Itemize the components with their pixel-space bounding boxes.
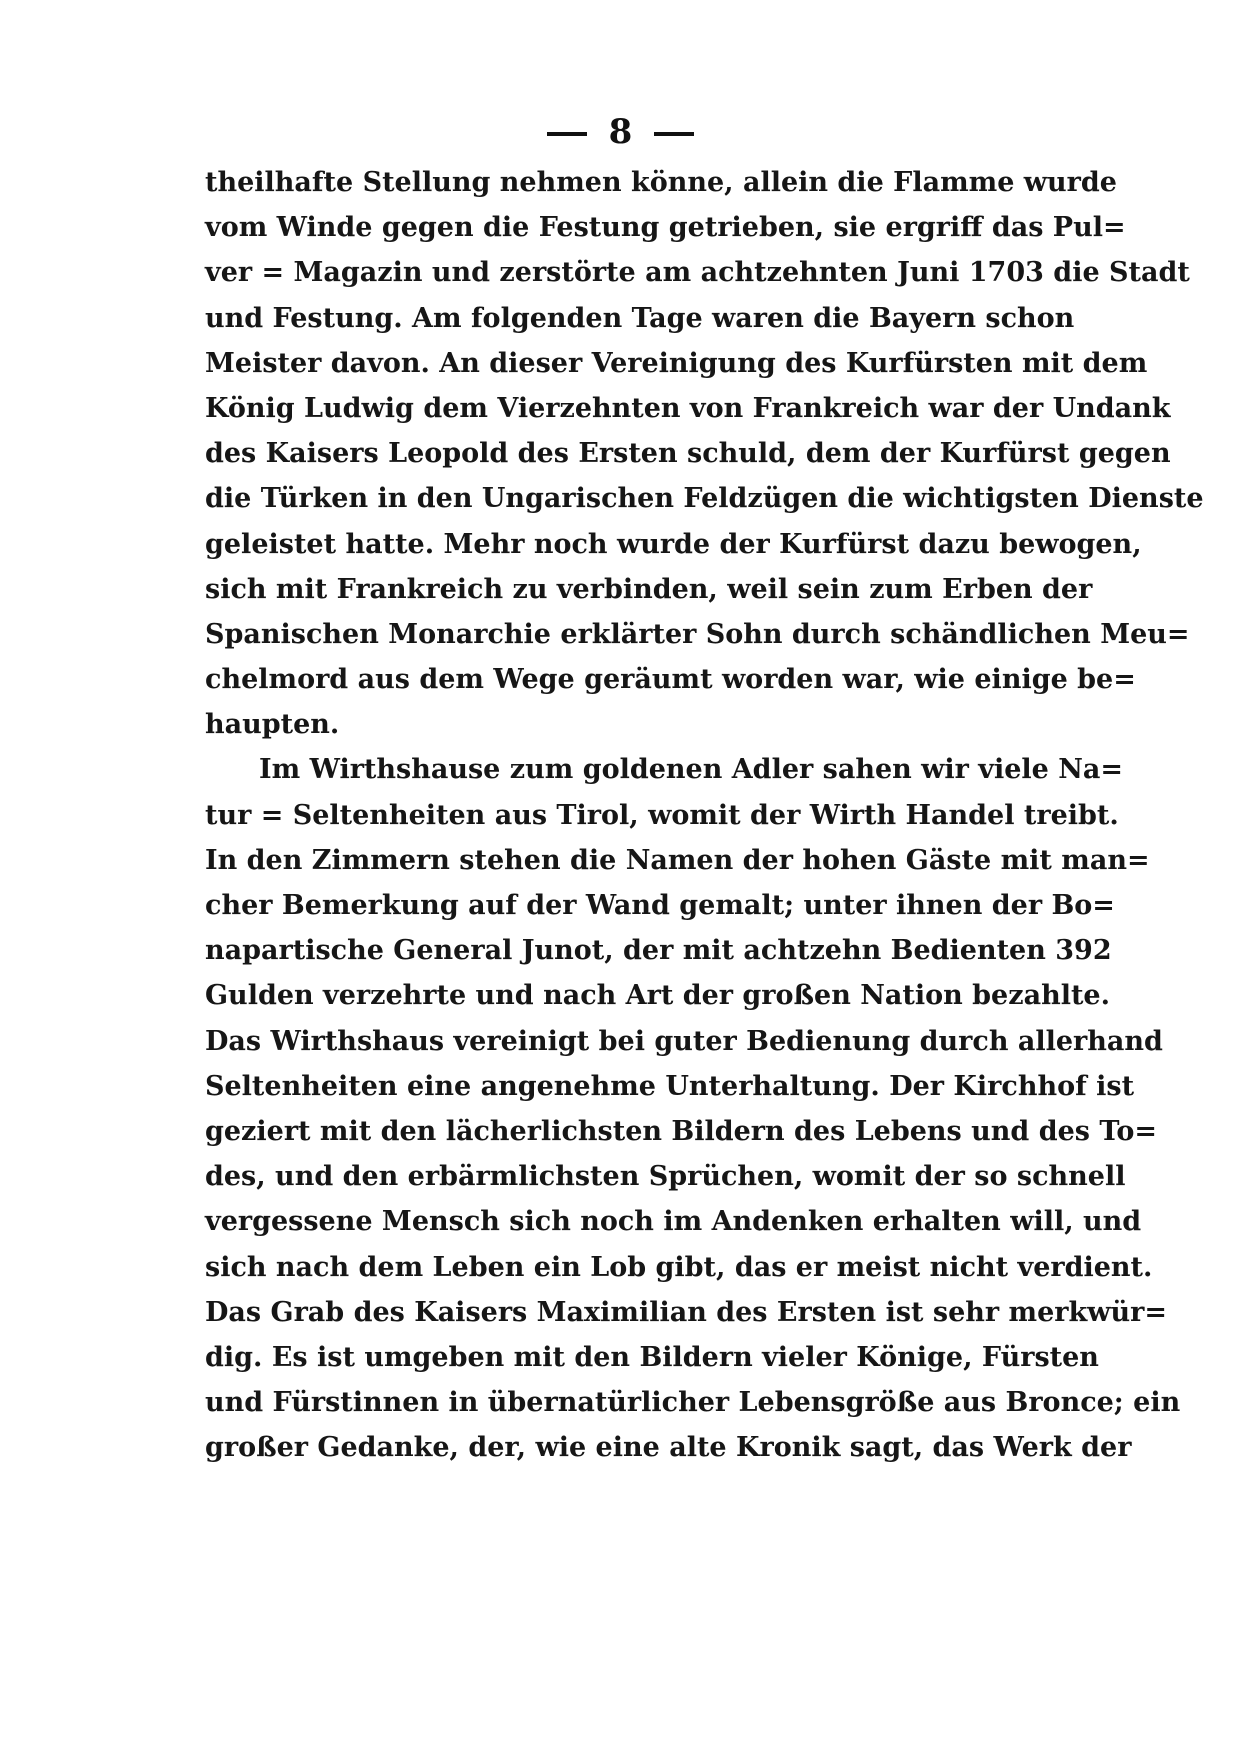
text-line: König Ludwig dem Vierzehnten von Frankreich war der Undank	[205, 392, 1171, 424]
paragraph-first-line: Im Wirthshause zum goldenen Adler sahen wir viele Na=	[259, 754, 1124, 786]
text-line: Das Grab des Kaisers Maximilian des Ersten ist sehr merkwür=	[205, 1296, 1167, 1328]
text-line: Das Wirthshaus vereinigt bei guter Bedienung durch allerhand	[205, 1025, 1163, 1057]
text-line: cher Bemerkung auf der Wand gemalt; unter ihnen der Bo=	[205, 890, 1115, 921]
text-line: napartische General Junot, der mit achtzehn Bedienten 392	[205, 935, 1112, 967]
body-text	[205, 160, 1204, 1470]
text-line: Seltenheiten eine angenehme Unterhaltung. Der Kirchhof ist	[205, 1070, 1135, 1102]
text-line: ver = Magazin und zerstörte am achtzehnten Juni 1703 die Stadt	[205, 257, 1190, 289]
text-line: und Festung. Am folgenden Tage waren die Bayern schon	[205, 302, 1075, 334]
page-number: 8	[608, 112, 633, 152]
header-dash-right	[654, 132, 694, 136]
text-line: großer Gedanke, der, wie eine alte Kronik sagt, das Werk der	[205, 1432, 1132, 1464]
text-line: tur = Seltenheiten aus Tirol, womit der Wirth Handel treibt.	[205, 799, 1119, 831]
text-line: vom Winde gegen die Festung getrieben, sie ergriff das Pul=	[205, 212, 1126, 244]
text-line: des, und den erbärmlichsten Sprüchen, womit der so schnell	[205, 1161, 1126, 1193]
text-line: geleistet hatte. Mehr noch wurde der Kurfürst dazu bewogen,	[205, 528, 1142, 560]
text-line: und Fürstinnen in übernatürlicher Lebensgröße aus Bronce; ein	[205, 1387, 1181, 1419]
text-line: Gulden verzehrte und nach Art der großen Nation bezahlte.	[205, 980, 1111, 1012]
text-line: theilhafte Stellung nehmen könne, allein die Flamme wurde	[205, 167, 1117, 198]
text-line: sich nach dem Leben ein Lob gibt, das er meist nicht verdient.	[205, 1251, 1153, 1283]
text-line: Spanischen Monarchie erklärter Sohn durch schändlichen Meu=	[205, 618, 1190, 650]
page-header	[0, 112, 1241, 152]
text-line: geziert mit den lächerlichsten Bildern des Lebens und des To=	[205, 1115, 1157, 1147]
text-line: In den Zimmern stehen die Namen der hohen Gäste mit man=	[205, 844, 1150, 876]
text-line: Meister davon. An dieser Vereinigung des Kurfürsten mit dem	[205, 347, 1148, 379]
text-line: vergessene Mensch sich noch im Andenken erhalten will, und	[205, 1206, 1142, 1238]
text-line: des Kaisers Leopold des Ersten schuld, dem der Kurfürst gegen	[205, 438, 1171, 470]
text-line: die Türken in den Ungarischen Feldzügen die wichtigsten Dienste	[205, 483, 1204, 515]
text-line: haupten.	[205, 709, 340, 741]
text-line: dig. Es ist umgeben mit den Bildern vieler Könige, Fürsten	[205, 1341, 1099, 1373]
header-dash-left	[547, 132, 587, 136]
text-line: sich mit Frankreich zu verbinden, weil sein zum Erben der	[205, 573, 1093, 605]
text-line: chelmord aus dem Wege geräumt worden war, wie einige be=	[205, 664, 1136, 696]
